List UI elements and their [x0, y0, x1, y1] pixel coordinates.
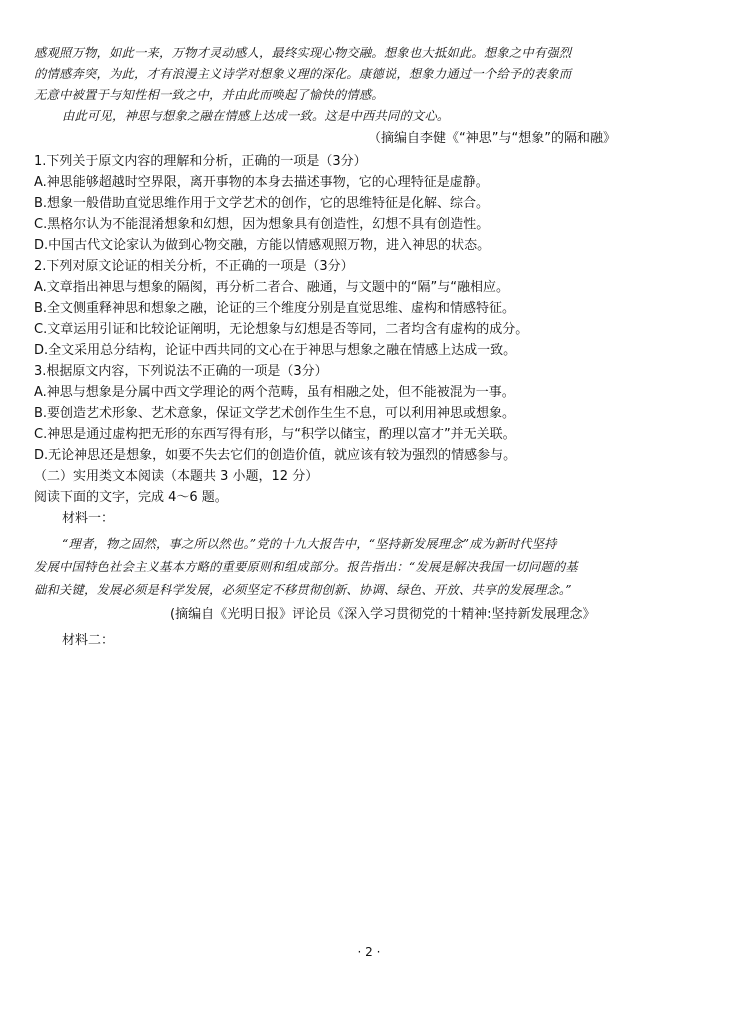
q2-option-b: B.全文侧重释神思和想象之融，论证的三个维度分别是直觉思维、虚构和情感特征。 [34, 301, 516, 316]
q3-stem: 3.根据原文内容，下列说法不正确的一项是（3分） [34, 364, 328, 379]
passage-line-1: 感观照万物，如此一来，万物才灵动感人，最终实现心物交融。想象也大抵如此。想象之中有强烈 [34, 46, 572, 60]
q2-option-a: A.文章指出神思与想象的隔阂，再分析二者合、融通，与文题中的“隔”与“融相应。 [34, 280, 510, 295]
passage-line-2: 的情感奔突，为此，才有浪漫主义诗学对想象义理的深化。康德说，想象力通过一个给予的表象而 [34, 67, 572, 81]
material-1-line-1: “理者，物之固然，事之所以然也。”党的十九大报告中，“坚持新发展理念”成为新时代坚持 [62, 537, 557, 551]
q1-option-c: C.黑格尔认为不能混淆想象和幻想，因为想象具有创造性，幻想不具有创造性。 [34, 217, 490, 232]
passage-line-4: 由此可见，神思与想象之融在情感上达成一致。这是中西共同的文心。 [62, 109, 450, 123]
material-1-source: (摘编自《光明日报》评论员《深入学习贯彻党的十精神:坚持新发展理念》 [170, 607, 596, 622]
material-2-label: 材料二： [62, 633, 115, 648]
q3-option-d: D.无论神思还是想象，如要不失去它们的创造价值，就应该有较为强烈的情感参与。 [34, 448, 517, 463]
q3-option-b: B.要创造艺术形象、艺术意象，保证文学艺术创作生生不息，可以利用神思或想象。 [34, 406, 516, 421]
page-number: · 2 · [357, 945, 381, 959]
passage-source: （摘编自李健《“神思”与“想象”的隔和融》 [368, 131, 616, 146]
material-1-line-3: 础和关键，发展必须是科学发展，必须坚定不移贯彻创新、协调、绿色、开放、共享的发展理念。” [34, 583, 572, 597]
q2-option-c: C.文章运用引证和比较论证阐明，无论想象与幻想是否等同，二者均含有虚构的成分。 [34, 322, 529, 337]
material-1-line-2: 发展中国特色社会主义基本方略的重要原则和组成部分。报告指出：“发展是解决我国一切问题的基 [34, 560, 578, 574]
q2-option-d: D.全文采用总分结构，论证中西共同的文心在于神思与想象之融在情感上达成一致。 [34, 343, 517, 358]
section-2-instruction: 阅读下面的文字，完成 4～6 题。 [34, 490, 228, 505]
section-2-title: （二）实用类文本阅读（本题共 3 小题，12 分） [34, 469, 319, 484]
q3-option-a: A.神思与想象是分属中西文学理论的两个范畴，虽有相融之处，但不能被混为一事。 [34, 385, 515, 400]
material-1-label: 材料一： [62, 511, 115, 526]
q1-option-d: D.中国古代文论家认为做到心物交融，方能以情感观照万物，进入神思的状态。 [34, 238, 491, 253]
q1-option-a: A.神思能够超越时空界限，离开事物的本身去描述事物，它的心理特征是虚静。 [34, 175, 489, 190]
q2-stem: 2.下列对原文论证的相关分析，不正确的一项是（3分） [34, 259, 354, 274]
q1-option-b: B.想象一般借助直觉思维作用于文学艺术的创作，它的思维特征是化解、综合。 [34, 196, 490, 211]
q3-option-c: C.神思是通过虚构把无形的东西写得有形，与“积学以储宝，酌理以富才”并无关联。 [34, 427, 516, 442]
passage-line-3: 无意中被置于与知性相一致之中，并由此而唤起了愉快的情感。 [34, 88, 384, 102]
q1-stem: 1.下列关于原文内容的理解和分析，正确的一项是（3分） [34, 154, 367, 169]
